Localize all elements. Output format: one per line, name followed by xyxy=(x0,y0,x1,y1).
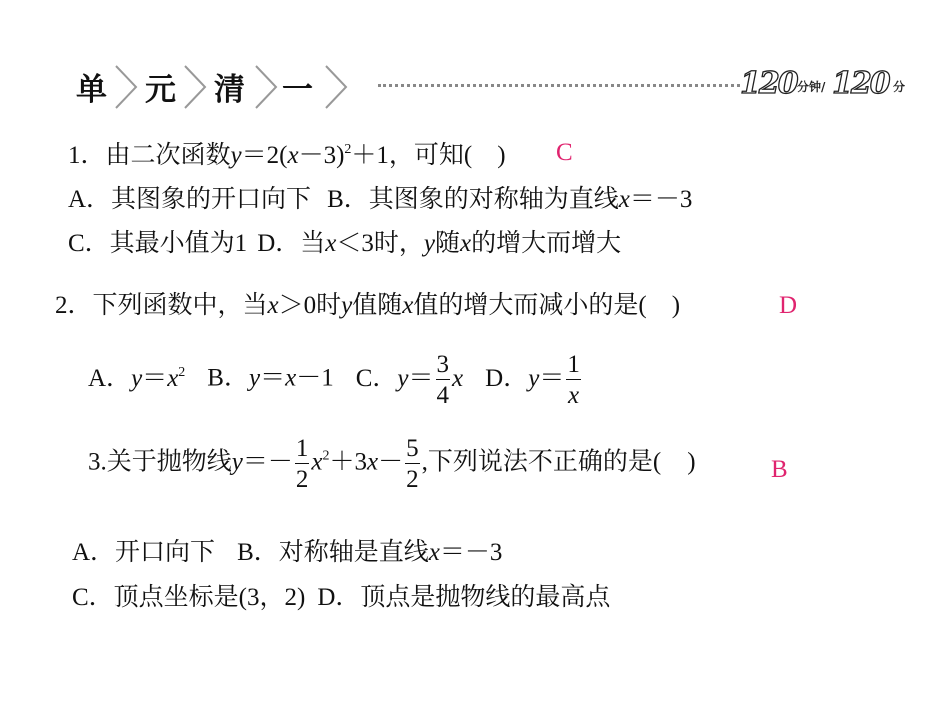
q2-option-b-eq: ＝ xyxy=(260,364,286,392)
q2-option-b-rest: －1 xyxy=(296,364,334,392)
q1-option-b-post: ＝－3 xyxy=(629,186,693,213)
q2-var-x: x xyxy=(267,292,279,319)
q1-option-d-mid2: 随 xyxy=(434,230,460,257)
q1-option-d-y: y xyxy=(423,230,435,257)
q2-option-c-eq: ＝ xyxy=(408,364,434,392)
q2-option-d-numerator: 1 xyxy=(567,351,580,378)
header-char-4: 一 xyxy=(282,72,313,108)
q1-func-rest: －3) xyxy=(298,142,345,169)
q1-option-b-var: x xyxy=(618,186,630,213)
dotted-divider xyxy=(378,84,740,87)
q2-post: 值的增大而减小的是( ) xyxy=(413,292,681,319)
q2-option-a-eq: ＝ xyxy=(142,364,168,392)
q3-options-row-2 xyxy=(72,585,610,610)
q2-option-c-denominator: 4 xyxy=(436,382,450,409)
q2-option-d-fraction xyxy=(566,352,581,408)
q1-option-d-pre: D．当 xyxy=(257,230,326,257)
q1-option-d xyxy=(257,230,621,257)
q3-option-b-x: x xyxy=(428,539,440,566)
q3-close: ) xyxy=(687,448,696,476)
q1-exponent: 2 xyxy=(344,142,352,157)
q1-answer: C xyxy=(556,139,573,166)
time-unit-minutes: 分钟/ xyxy=(797,80,826,94)
q2-option-c-fraction xyxy=(436,352,451,408)
q3-fraction-1 xyxy=(295,436,310,492)
header-char-2: 元 xyxy=(145,72,176,108)
q3-fraction-2 xyxy=(405,436,420,492)
q3-option-a: A．开口向下 xyxy=(72,539,216,566)
q2-option-b-y: y xyxy=(248,364,261,392)
chevron-right-icon xyxy=(112,62,142,112)
q2-options-row xyxy=(88,352,583,408)
q3-fraction-2-denominator: 2 xyxy=(406,466,419,493)
q3-option-b-post: ＝－3 xyxy=(439,539,503,566)
q2-number: 2． xyxy=(55,292,93,319)
q1-number: 1． xyxy=(68,142,106,169)
q3-minus: － xyxy=(378,448,404,476)
q2-option-c-y: y xyxy=(397,364,409,392)
q3-option-b xyxy=(237,539,502,566)
q3-stem xyxy=(88,436,696,492)
q1-option-b xyxy=(327,186,692,213)
q3-var-x1: x xyxy=(311,448,323,476)
q2-option-b xyxy=(207,365,333,392)
header-char-3: 清 xyxy=(214,72,245,108)
score-value: 120 xyxy=(832,66,889,101)
q3-fraction-2-numerator: 5 xyxy=(406,435,419,462)
q3-number: 3. xyxy=(88,448,107,476)
q2-option-b-label: B． xyxy=(207,364,249,392)
q2-option-d-label: D． xyxy=(485,364,529,392)
q2-option-a-y: y xyxy=(131,364,143,392)
q2-option-a-label: A． xyxy=(88,364,132,392)
q1-var-y: y xyxy=(230,142,242,169)
q2-option-c-numerator: 3 xyxy=(436,351,450,378)
q2-pre: 下列函数中，当 xyxy=(92,292,268,319)
q3-exponent: 2 xyxy=(322,448,330,464)
q2-answer: D xyxy=(779,292,798,319)
q2-option-c-x: x xyxy=(452,364,464,392)
q3-post: ,下列说法不正确的是( xyxy=(421,448,662,476)
q1-options-row-1 xyxy=(68,187,692,212)
q3-options-row-1 xyxy=(72,540,502,565)
q2-var-x2: x xyxy=(402,292,414,319)
q3-option-d: D．顶点是抛物线的最高点 xyxy=(317,584,611,611)
q3-fraction-1-denominator: 2 xyxy=(295,466,309,493)
q1-tail: 可知( ) xyxy=(413,142,506,169)
q3-answer: B xyxy=(771,456,788,483)
q2-option-d xyxy=(485,351,583,409)
q2-option-d-y: y xyxy=(528,364,540,392)
q2-option-d-eq: ＝ xyxy=(539,364,565,392)
chevron-right-icon xyxy=(252,62,282,112)
q1-option-d-x: x xyxy=(325,230,337,257)
q3-eq: ＝－ xyxy=(242,448,293,476)
q3-option-c: C．顶点坐标是(3，2) xyxy=(72,584,306,611)
q2-option-c xyxy=(355,351,464,409)
q1-option-a: A．其图象的开口向下 xyxy=(68,186,312,213)
q2-option-d-denominator: x xyxy=(568,382,580,409)
q2-option-c-label: C． xyxy=(355,364,398,392)
q2-stem xyxy=(55,293,680,318)
q1-options-row-2 xyxy=(68,231,621,256)
q1-stem xyxy=(68,143,506,168)
q2-mid: ＞0时 xyxy=(278,292,342,319)
q2-var-y: y xyxy=(341,292,353,319)
q3-var-x2: x xyxy=(367,448,379,476)
q1-eq: ＝2( xyxy=(241,142,288,169)
q3-var-y: y xyxy=(231,448,243,476)
q1-var-x: x xyxy=(287,142,299,169)
header-char-1: 单 xyxy=(76,72,107,108)
q2-option-a xyxy=(88,365,185,392)
q2-mid2: 值随 xyxy=(352,292,403,319)
q1-text: 由二次函数 xyxy=(105,142,231,169)
q1-func-end: ＋1， xyxy=(351,142,414,169)
q3-option-b-text: B．对称轴是直线 xyxy=(237,539,429,566)
time-value: 120 xyxy=(740,66,797,101)
q3-plus: ＋3 xyxy=(329,448,368,476)
q2-option-a-x: x xyxy=(167,364,179,392)
q2-option-a-exp: 2 xyxy=(178,364,186,380)
time-unit-score: 分 xyxy=(893,80,906,94)
q2-option-b-x: x xyxy=(285,364,297,392)
chevron-right-icon xyxy=(181,62,211,112)
q1-option-d-post: 的增大而增大 xyxy=(471,230,622,257)
q1-option-c: C．其最小值为1 xyxy=(68,230,248,257)
chevron-right-icon xyxy=(322,62,352,112)
q3-fraction-1-numerator: 1 xyxy=(295,435,309,462)
q1-option-d-mid: ＜3时， xyxy=(336,230,424,257)
q1-option-d-x2: x xyxy=(460,230,472,257)
q1-option-b-text: B．其图象的对称轴为直线 xyxy=(327,186,619,213)
q3-pre: 关于抛物线 xyxy=(106,448,232,476)
